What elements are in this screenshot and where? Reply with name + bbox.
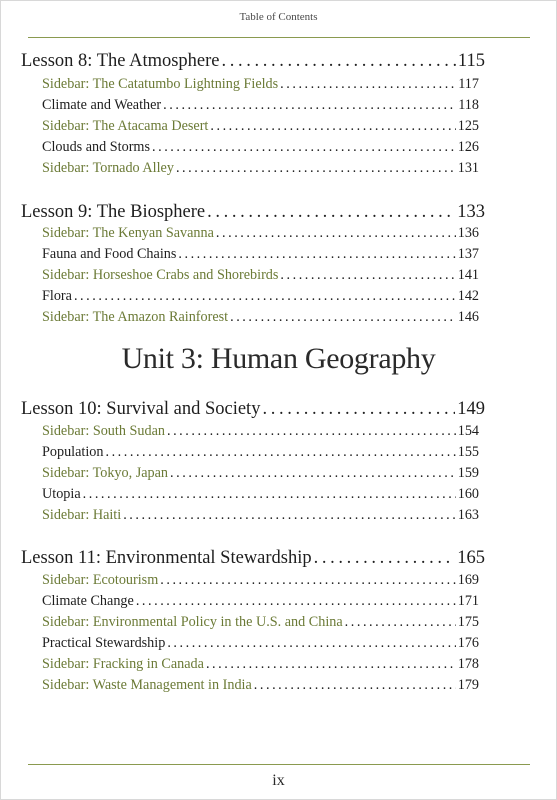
lesson-heading — [21, 397, 485, 421]
entry-page: 159 — [457, 465, 479, 481]
dot-leader — [206, 654, 456, 674]
dot-leader — [280, 265, 455, 285]
toc-entry — [42, 158, 479, 178]
dot-leader — [160, 570, 455, 590]
entry-page: 131 — [457, 160, 479, 176]
lesson-page: 115 — [457, 51, 485, 71]
entry-page: 141 — [457, 267, 479, 283]
toc-entry — [42, 421, 479, 441]
toc-entry — [42, 633, 479, 653]
entry-title: Climate Change — [42, 593, 134, 609]
dot-leader — [152, 137, 456, 157]
toc-entry — [42, 74, 479, 94]
entry-page: 117 — [458, 76, 479, 92]
toc-entry — [42, 442, 479, 462]
entry-title: Sidebar: The Atacama Desert — [42, 118, 209, 134]
entry-page: 125 — [457, 118, 479, 134]
lesson-title: Lesson 9: The Biosphere — [21, 202, 206, 222]
toc-entry — [42, 116, 479, 136]
lesson-heading — [21, 49, 485, 73]
entry-page: 155 — [457, 444, 479, 460]
entry-title: Sidebar: Tokyo, Japan — [42, 465, 169, 481]
toc-entry — [42, 265, 479, 285]
dot-leader — [210, 116, 455, 136]
page-number: ix — [272, 772, 285, 789]
toc-entry — [42, 675, 479, 695]
toc-entry — [42, 223, 479, 243]
dot-leader — [123, 505, 456, 525]
dot-leader — [105, 442, 455, 462]
entry-title: Climate and Weather — [42, 97, 162, 113]
dot-leader — [314, 546, 456, 570]
entry-title: Sidebar: Environmental Policy in the U.S. and China — [42, 614, 343, 630]
entry-title: Clouds and Storms — [42, 139, 150, 155]
entry-page: 171 — [457, 593, 479, 609]
dot-leader — [163, 95, 456, 115]
dot-leader — [170, 463, 456, 483]
lesson-title: Lesson 11: Environmental Stewardship — [21, 548, 312, 568]
lesson-page: 165 — [457, 548, 485, 568]
toc-entry — [42, 307, 479, 327]
toc-entry — [42, 654, 479, 674]
lesson-title: Lesson 10: Survival and Society — [21, 399, 261, 419]
toc-entry — [42, 505, 479, 525]
entry-title: Practical Stewardship — [42, 635, 166, 651]
entry-title: Sidebar: Ecotourism — [42, 572, 159, 588]
running-head: Table of Contents — [239, 11, 318, 23]
dot-leader — [83, 484, 456, 504]
dot-leader — [222, 49, 456, 73]
entry-title: Sidebar: Waste Management in India — [42, 677, 252, 693]
entry-page: 178 — [457, 656, 479, 672]
toc-entry — [42, 137, 479, 157]
dot-leader — [178, 244, 455, 264]
entry-title: Sidebar: Tornado Alley — [42, 160, 174, 176]
entry-page: 163 — [457, 507, 479, 523]
entry-page: 154 — [457, 423, 479, 439]
entry-page: 126 — [457, 139, 479, 155]
entry-page: 137 — [457, 246, 479, 262]
entry-page: 179 — [457, 677, 479, 693]
toc-entry — [42, 612, 479, 632]
entry-page: 160 — [457, 486, 479, 502]
entry-title: Sidebar: Fracking in Canada — [42, 656, 204, 672]
dot-leader — [176, 158, 456, 178]
lesson-page: 149 — [457, 399, 485, 419]
toc-entry — [42, 570, 479, 590]
entry-page: 146 — [457, 309, 479, 325]
lesson-heading — [21, 546, 485, 570]
dot-leader — [345, 612, 456, 632]
dot-leader — [216, 223, 456, 243]
entry-page: 176 — [457, 635, 479, 651]
lesson-page: 133 — [457, 202, 485, 222]
dot-leader — [262, 397, 455, 421]
lesson-title: Lesson 8: The Atmosphere — [21, 51, 220, 71]
entry-title: Sidebar: Haiti — [42, 507, 122, 523]
toc-entry — [42, 244, 479, 264]
dot-leader — [280, 74, 456, 94]
toc-entry — [42, 463, 479, 483]
bottom-rule — [28, 764, 530, 765]
dot-leader — [167, 633, 455, 653]
dot-leader — [254, 675, 456, 695]
toc-entry — [42, 286, 479, 306]
toc-entry — [42, 591, 479, 611]
dot-leader — [74, 286, 456, 306]
entry-title: Sidebar: The Amazon Rainforest — [42, 309, 229, 325]
unit-heading: Unit 3: Human Geography — [121, 342, 436, 375]
toc-entry — [42, 484, 479, 504]
entry-page: 136 — [457, 225, 479, 241]
entry-title: Population — [42, 444, 104, 460]
entry-title: Fauna and Food Chains — [42, 246, 177, 262]
entry-title: Sidebar: The Catatumbo Lightning Fields — [42, 76, 279, 92]
entry-page: 169 — [457, 572, 479, 588]
entry-page: 118 — [458, 97, 479, 113]
entry-title: Sidebar: Horseshoe Crabs and Shorebirds — [42, 267, 279, 283]
entry-title: Sidebar: The Kenyan Savanna — [42, 225, 214, 241]
dot-leader — [230, 307, 456, 327]
dot-leader — [207, 200, 455, 224]
entry-page: 175 — [457, 614, 479, 630]
entry-title: Sidebar: South Sudan — [42, 423, 165, 439]
entry-page: 142 — [457, 288, 479, 304]
entry-title: Flora — [42, 288, 72, 304]
lesson-heading — [21, 200, 485, 224]
dot-leader — [167, 421, 456, 441]
toc-entry — [42, 95, 479, 115]
dot-leader — [136, 591, 456, 611]
entry-title: Utopia — [42, 486, 81, 502]
